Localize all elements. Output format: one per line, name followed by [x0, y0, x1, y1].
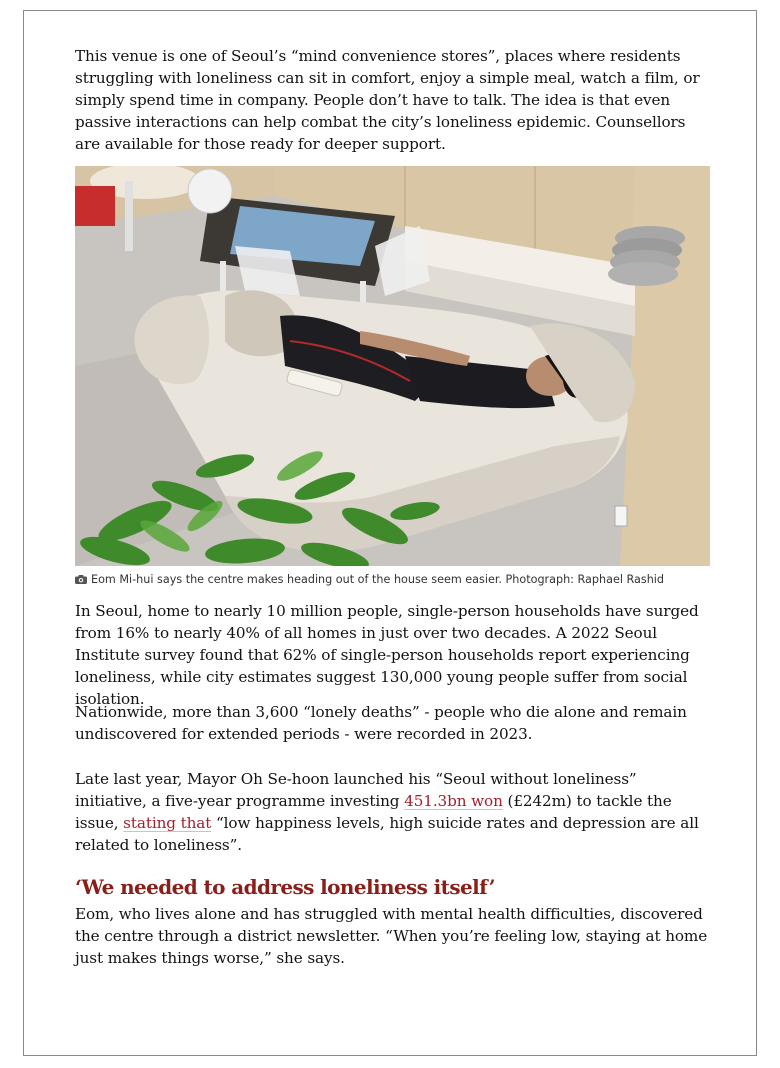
paragraph-block-4: [75, 768, 710, 856]
paragraph-block-5: [75, 903, 710, 969]
paragraph-4-part-1: Late last year, Mayor Oh Se-hoon launched his “Seoul without loneliness” initiative, a five-year programme investing: [75, 770, 637, 810]
paragraph-block-2: [75, 600, 710, 710]
paragraph-block-3: [75, 701, 710, 745]
paragraph-2: In Seoul, home to nearly 10 million people, single-person households have surged from 16% to nearly 40% of all homes in just over two decades. A 2022 Seoul Institute survey found that 62% of single-person households report experiencing loneliness, while city estimates suggest 130,000 young people suffer from social isolation.: [75, 602, 699, 708]
paragraph-4: [75, 768, 710, 856]
photo-illustration: [75, 166, 710, 566]
paragraph-intro: [75, 45, 710, 155]
link-451bn-won[interactable]: 451.3bn won: [404, 792, 503, 810]
camera-icon: [75, 575, 87, 584]
caption-text: Eom Mi-hui says the centre makes heading out of the house seem easier. Photograph: Raphael Rashid: [91, 573, 665, 586]
paragraph-4-part-3: “low happiness levels, high suicide rates and depression are all related to loneliness”.: [75, 814, 699, 854]
link-stating-that[interactable]: stating that: [123, 814, 212, 832]
paragraph-5: Eom, who lives alone and has struggled with mental health difficulties, discovered the centre through a district newsletter. “When you’re feeling low, staying at home just makes things worse,” she says.: [75, 905, 708, 967]
section-subheading: ‘We needed to address loneliness itself’: [75, 875, 495, 899]
photo-caption: [75, 572, 710, 588]
paragraph-3: Nationwide, more than 3,600 “lonely deaths” - people who die alone and remain undiscovered for extended periods - were recorded in 2023.: [75, 703, 687, 743]
paragraph-4-part-2: (£242m) to tackle the issue,: [75, 792, 672, 832]
article-photo[interactable]: [75, 166, 710, 566]
paragraph-1: This venue is one of Seoul’s “mind convenience stores”, places where residents struggling with loneliness can sit in comfort, enjoy a simple meal, watch a film, or simply spend time in company. People don’t have to talk. The idea is that even passive interactions can help combat the city’s loneliness epidemic. Counsellors are available for those ready for deeper support.: [75, 47, 700, 153]
